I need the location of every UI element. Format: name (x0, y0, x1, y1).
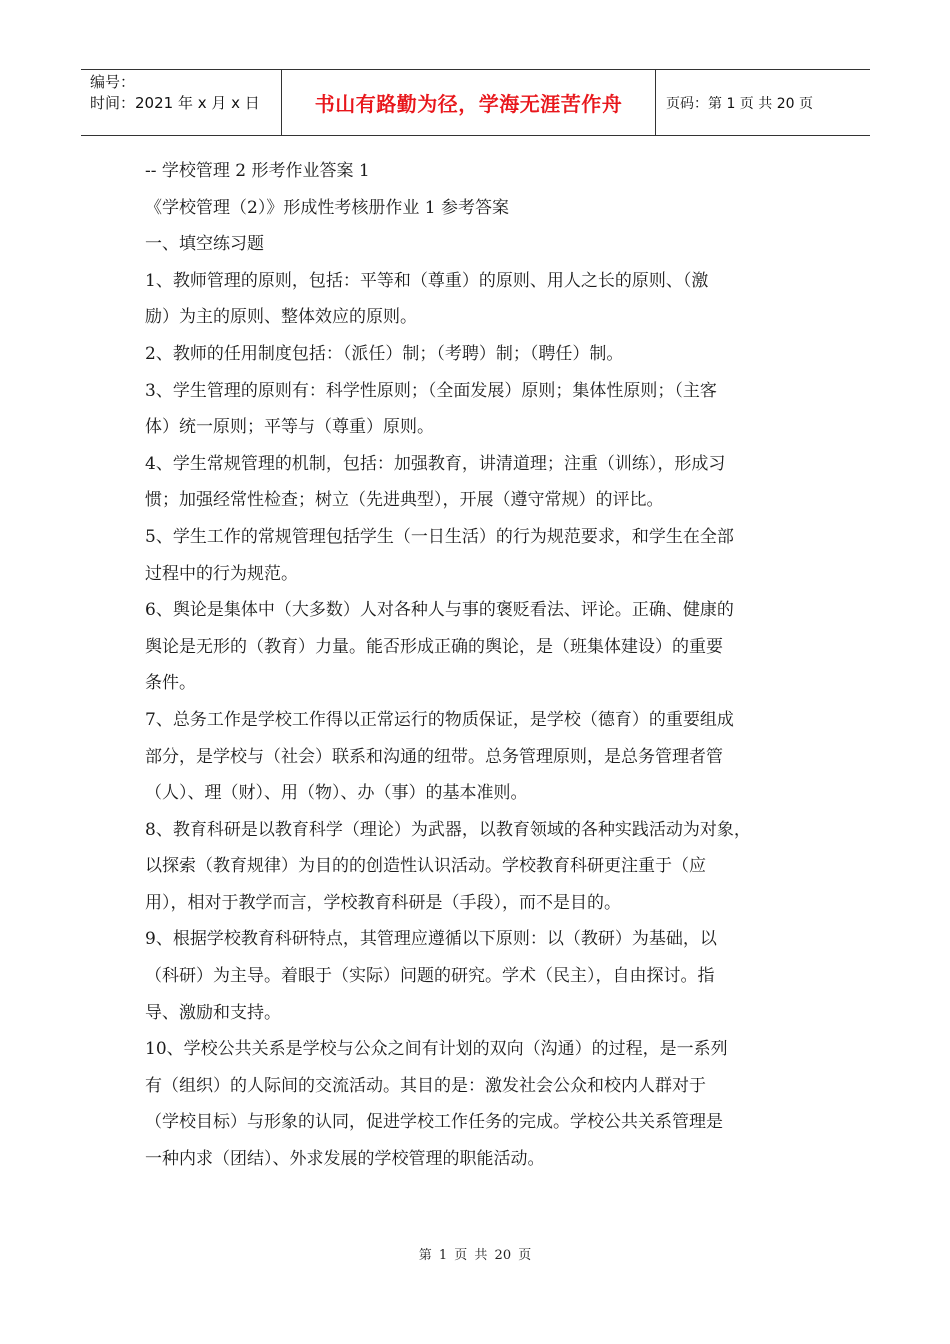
body-line: 6、舆论是集体中（大多数）人对各种人与事的褒贬看法、评论。正确、健康的 (145, 600, 734, 621)
body-line: 2、教师的任用制度包括：（派任）制；（考聘）制；（聘任）制。 (145, 343, 624, 364)
body-line: 一种内求（团结）、外求发展的学校管理的职能活动。 (145, 1149, 545, 1170)
body-line: 体）统一原则；平等与（尊重）原则。 (145, 417, 434, 438)
body-line: （科研）为主导。着眼于（实际）问题的研究。学术（民主），自由探讨。指 (145, 966, 715, 987)
footer-page-number: 第 1 页 共 20 页 (418, 1248, 532, 1263)
body-line: 3、学生管理的原则有：科学性原则；（全面发展）原则；集体性原则；（主客 (145, 380, 717, 401)
body-line: 过程中的行为规范。 (145, 563, 298, 584)
body-line: -- 学校管理 2 形考作业答案 1 (145, 161, 370, 181)
body-line: 部分，是学校与（社会）联系和沟通的纽带。总务管理原则，是总务管理者管 (145, 746, 723, 767)
body-line: 有（组织）的人际间的交流活动。其目的是：激发社会公众和校内人群对于 (145, 1075, 706, 1096)
code-label: 编号： (90, 73, 136, 91)
body-line: 4、学生常规管理的机制，包括：加强教育，讲清道理；注重（训练），形成习 (145, 453, 726, 474)
document-header (81, 69, 870, 136)
body-line: （学校目标）与形象的认同，促进学校工作任务的完成。学校公共关系管理是 (145, 1112, 723, 1133)
body-line: 一、填空练习题 (145, 234, 264, 255)
body-line: 7、总务工作是学校工作得以正常运行的物质保证，是学校（德育）的重要组成 (145, 709, 734, 730)
body-line: 励）为主的原则、整体效应的原则。 (145, 307, 417, 328)
body-line: 导、激励和支持。 (145, 1002, 281, 1023)
body-line: 用），相对于教学而言，学校教育科研是（手段），而不是目的。 (145, 892, 621, 913)
body-line: 10、学校公共关系是学校与公众之间有计划的双向（沟通）的过程，是一系列 (145, 1039, 728, 1060)
body-line: 以探索（教育规律）为目的的创造性认识活动。学校教育科研更注重于（应 (145, 856, 706, 877)
header-meta-cell (81, 70, 282, 135)
header-motto-cell (282, 70, 656, 135)
body-line: 8、教育科研是以教育科学（理论）为武器，以教育领域的各种实践活动为对象， (145, 819, 751, 840)
body-line: 惯；加强经常性检查；树立（先进典型），开展（遵守常规）的评比。 (145, 490, 664, 511)
body-line: 1、教师管理的原则，包括：平等和（尊重）的原则、用人之长的原则、（激 (145, 270, 709, 291)
page-footer (0, 1244, 950, 1263)
page-info: 页码：第 1 页 共 20 页 (666, 95, 813, 112)
body-line: 9、根据学校教育科研特点，其管理应遵循以下原则：以（教研）为基础，以 (145, 929, 717, 950)
time-text: 时间：2021 年 x 月 x 日 (90, 94, 260, 112)
body-line: 条件。 (145, 673, 196, 694)
body-line: （人）、理（财）、用（物）、办（事）的基本准则。 (145, 783, 528, 804)
motto-text: 书山有路勤为径，学海无涯苦作舟 (314, 92, 623, 116)
body-line: 舆论是无形的（教育）力量。能否形成正确的舆论，是（班集体建设）的重要 (145, 636, 723, 657)
document-body (145, 153, 825, 1178)
body-line: 《学校管理（2）》形成性考核册作业 1 参考答案 (145, 197, 509, 218)
header-page-cell (656, 70, 870, 135)
body-line: 5、学生工作的常规管理包括学生（一日生活）的行为规范要求，和学生在全部 (145, 526, 734, 547)
